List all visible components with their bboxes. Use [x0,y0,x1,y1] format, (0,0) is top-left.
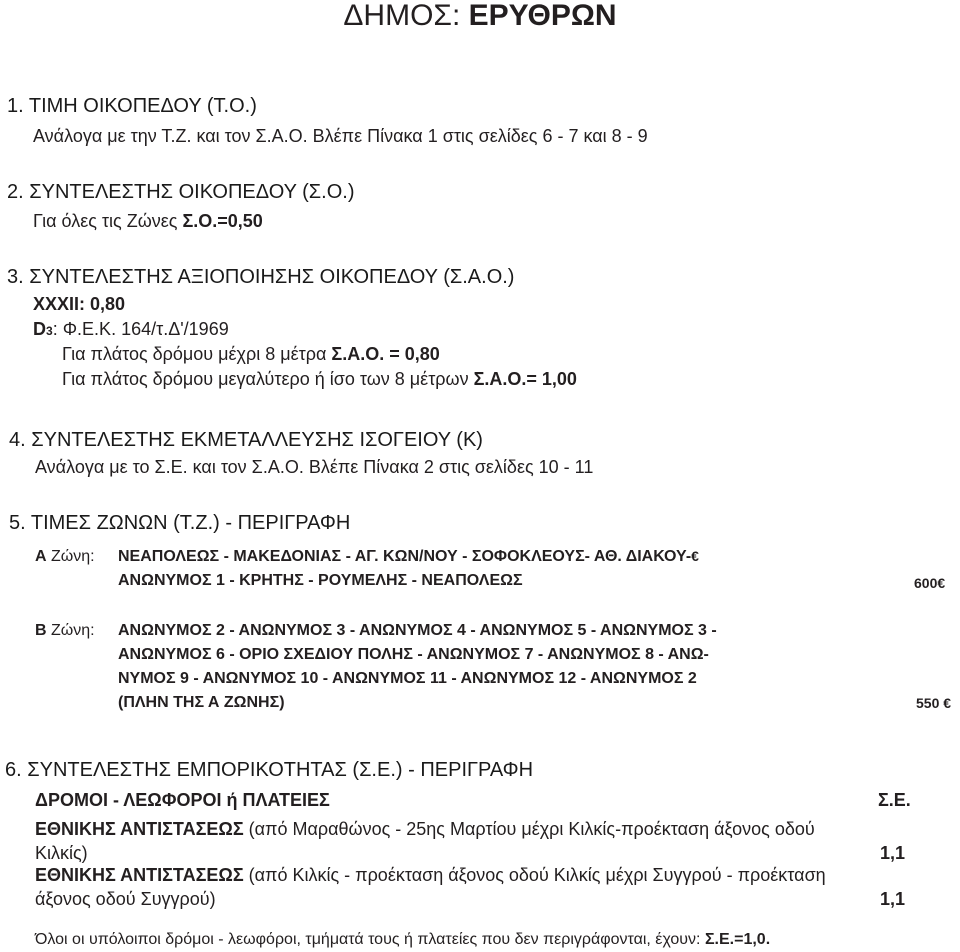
section-1-heading: 1. ΤΙΜΗ ΟΙΚΟΠΕΔΟΥ (Τ.Ο.) [7,95,257,117]
street-row-1-line-1: ΕΘΝΙΚΗΣ ΑΝΤΙΣΤΑΣΕΩΣ (από Μαραθώνος - 25ης Μαρτίου μέχρι Κιλκίς-προέκταση άξονος οδού [35,819,815,839]
section-2-heading: 2. ΣΥΝΤΕΛΕΣΤΗΣ ΟΙΚΟΠΕΔΟΥ (Σ.Ο.) [7,181,355,203]
column-header-se: Σ.Ε. [878,790,911,810]
page-title [0,1,960,31]
zone-a-label: Α Ζώνη: [35,548,95,565]
municipality-name: ΕΡΥΘΡΩΝ [468,0,617,32]
street-row-2-line-2: άξονος οδού Συγγρού) [35,889,216,909]
zone-a-line-1: ΝΕΑΠΟΛΕΩΣ - ΜΑΚΕΔΟΝΙΑΣ - ΑΓ. ΚΩΝ/ΝΟΥ - ΣΟΦΟΚΛΕΟΥΣ- ΑΘ. ΔΙΑΚΟΥ-€ [118,548,699,565]
column-header-streets: ΔΡΟΜΟΙ - ΛΕΩΦΟΡΟΙ ή ΠΛΑΤΕΙΕΣ [35,790,330,810]
section-3-line-3: Για πλάτος δρόμου μέχρι 8 μέτρα Σ.Α.Ο. = 0,80 [62,344,440,364]
zone-b-line-3: ΝΥΜΟΣ 9 - ΑΝΩΝΥΜΟΣ 10 - ΑΝΩΝΥΜΟΣ 11 - ΑΝΩΝΥΜΟΣ 12 - ΑΝΩΝΥΜΟΣ 2 [118,670,697,687]
zone-b-price: 550 € [916,695,952,711]
street-row-2-value: 1,1 [880,889,906,909]
title-prefix: ΔΗΜΟΣ: [343,0,469,32]
section-5-heading: 5. ΤΙΜΕΣ ΖΩΝΩΝ (Τ.Ζ.) - ΠΕΡΙΓΡΑΦΗ [9,512,351,534]
zone-b-line-1: ΑΝΩΝΥΜΟΣ 2 - ΑΝΩΝΥΜΟΣ 3 - ΑΝΩΝΥΜΟΣ 4 - ΑΝΩΝΥΜΟΣ 5 - ΑΝΩΝΥΜΟΣ 3 - [118,622,717,639]
street-row-1-value: 1,1 [880,843,906,863]
street-row-1-line-2: Κιλκίς) [35,843,88,863]
section-6-heading: 6. ΣΥΝΤΕΛΕΣΤΗΣ ΕΜΠΟΡΙΚΟΤΗΤΑΣ (Σ.Ε.) - ΠΕΡΙΓΡΑΦΗ [5,759,534,781]
street-row-2-line-1: ΕΘΝΙΚΗΣ ΑΝΤΙΣΤΑΣΕΩΣ (από Κιλκίς - προέκταση άξονος οδού Κιλκίς μέχρι Συγγρού - προέκταση [35,865,826,885]
section-4-text: Ανάλογα με το Σ.Ε. και τον Σ.Α.Ο. Βλέπε Πίνακα 2 στις σελίδες 10 - 11 [35,457,594,477]
zone-b-line-4: (ΠΛΗΝ ΤΗΣ Α ΖΩΝΗΣ) [118,694,285,711]
section-3-line-1: ΧΧΧΙΙ: 0,80 [33,294,126,314]
section-4-heading: 4. ΣΥΝΤΕΛΕΣΤΗΣ ΕΚΜΕΤΑΛΛΕΥΣΗΣ ΙΣΟΓΕΙΟΥ (Κ) [9,429,483,451]
zone-b-line-2: ΑΝΩΝΥΜΟΣ 6 - ΟΡΙΟ ΣΧΕΔΙΟΥ ΠΟΛΗΣ - ΑΝΩΝΥΜΟΣ 7 - ΑΝΩΝΥΜΟΣ 8 - ΑΝΩ- [118,646,709,663]
footer-note: Όλοι οι υπόλοιποι δρόμοι - λεωφόροι, τμήματά τους ή πλατείες που δεν περιγράφονται, έχουν: Σ.Ε.=1,0. [35,931,771,948]
section-2-text: Για όλες τις Ζώνες Σ.Ο.=0,50 [33,211,263,231]
zone-a-price: 600€ [914,575,946,591]
zone-b-label: Β Ζώνη: [35,622,95,639]
section-3-heading: 3. ΣΥΝΤΕΛΕΣΤΗΣ ΑΞΙΟΠΟΙΗΣΗΣ ΟΙΚΟΠΕΔΟΥ (Σ.Α.Ο.) [7,266,515,288]
zone-a-line-2: ΑΝΩΝΥΜΟΣ 1 - ΚΡΗΤΗΣ - ΡΟΥΜΕΛΗΣ - ΝΕΑΠΟΛΕΩΣ [118,572,523,589]
section-3-line-4: Για πλάτος δρόμου μεγαλύτερο ή ίσο των 8 μέτρων Σ.Α.Ο.= 1,00 [62,369,577,389]
section-1-text: Ανάλογα με την Τ.Ζ. και τον Σ.Α.Ο. Βλέπε Πίνακα 1 στις σελίδες 6 - 7 και 8 - 9 [33,126,648,146]
section-3-line-2: D3: Φ.Ε.Κ. 164/τ.Δ'/1969 [33,319,229,339]
